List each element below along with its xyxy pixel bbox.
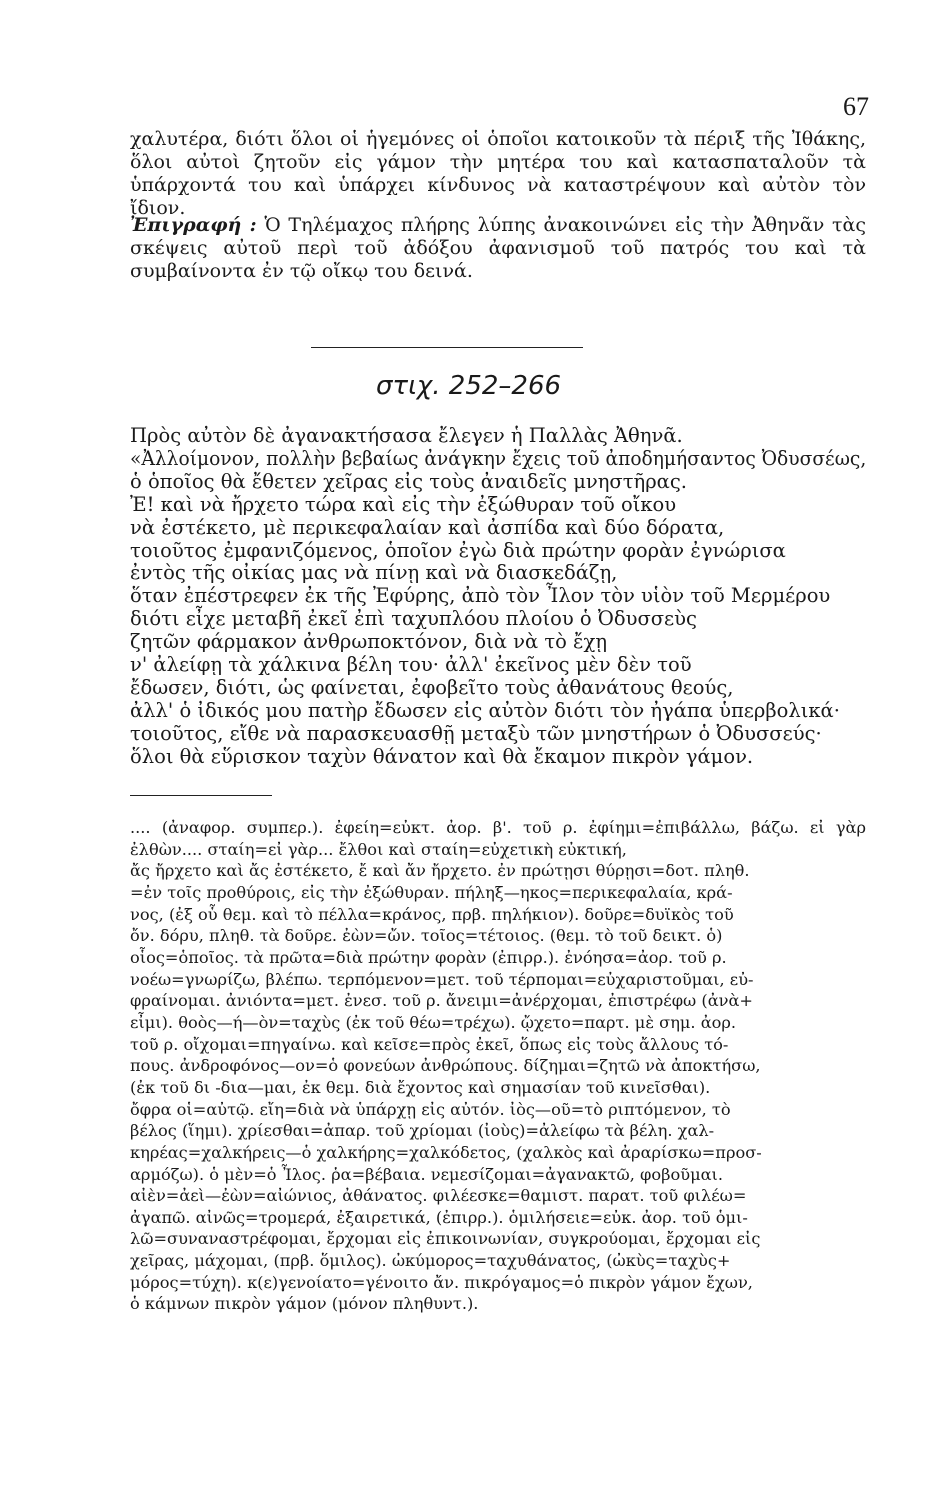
note-line: βέλος (ἵημι). χρίεσθαι=ἀπαρ. τοῦ χρίομαι (ἰοὺς)=ἀλείφω τὰ βέλη. χαλ- — [130, 1121, 715, 1141]
note-line: ὄφρα οἱ=αὐτῷ. εἴη=διὰ νὰ ὑπάρχῃ εἰς αὐτόν. ἰὸς—οῦ=τὸ ριπτόμενον, τὸ — [130, 1099, 731, 1119]
note-line: =ἐν τοῖς προθύροις, εἰς τὴν ἐξώθυραν. πήληξ—ηκος=περικεφαλαία, κρά- — [130, 882, 733, 902]
intro-paragraph: χαλυτέρα, διότι ὅλοι οἱ ἡγεμόνες οἱ ὁποῖοι κατοικοῦν τὰ πέριξ τῆς Ἰθάκης, ὅλοι αὐτοὶ ζητοῦν εἰς γάμον τὴν μητέρα του καὶ κατασπαταλοῦν τὰ ὑπάρχοντά του καὶ ὑπάρχει κίνδυνος νὰ καταστρέψουν καὶ αὐτὸν τὸν ἴδιον. — [130, 128, 866, 219]
epigraph-text: Ὁ Τηλέμαχος πλήρης λύπης ἀνακοινώνει εἰς τὴν Ἀθηνᾶν τὰς σκέψεις αὐτοῦ περὶ τοῦ ἀδόξου ἀφανισμοῦ τοῦ πατρός του καὶ τὰ συμβαίνοντα ἐν τῷ οἴκῳ του δεινά. — [130, 214, 866, 282]
note-line: πους. ἀνδροφόνος—ον=ὁ φονεύων ἀνθρώπους. δίζημαι=ζητῶ νὰ ἀποκτήσω, — [130, 1056, 761, 1076]
verse-line: ὅλοι θὰ εὕρισκον ταχὺν θάνατον καὶ θὰ ἔκαμον πικρὸν γάμον. — [130, 744, 754, 768]
verse-line: ν' ἀλείφῃ τὰ χάλκινα βέλη του· ἀλλ' ἐκεῖνος μὲν δὲν τοῦ — [130, 653, 692, 677]
note-line: μόρος=τύχη). κ(ε)γενοίατο=γένοιτο ἄν. πικρόγαμος=ὁ πικρὸν γάμον ἔχων, — [130, 1272, 753, 1292]
section-heading: στιχ. 252–266 — [375, 371, 562, 401]
note-line: (ἐκ τοῦ δι -δια—μαι, ἐκ θεμ. διὰ ἔχοντος καὶ σημασίαν τοῦ κινεῖσθαι). — [130, 1077, 711, 1097]
notes-divider — [130, 795, 272, 796]
note-line: κηρέας=χαλκήρεις—ὁ χαλκήρης=χαλκόδετος, (χαλκὸς καὶ ἀραρίσκω=προσ- — [130, 1142, 762, 1162]
verse-line: ἐντὸς τῆς οἰκίας μας νὰ πίνῃ καὶ νὰ διασκεδάζῃ, — [130, 561, 618, 585]
verse-line: ἀλλ' ὁ ἰδικός μου πατὴρ ἔδωσεν εἰς αὐτὸν διότι τὸν ἠγάπα ὑπερβολικά· — [130, 698, 840, 722]
note-line: λῶ=συναναστρέφομαι, ἔρχομαι εἰς ἐπικοινωνίαν, συγκρούομαι, ἔρχομαι εἰς — [130, 1229, 761, 1249]
note-line: ἀγαπῶ. αἰνῶς=τρομερά, ἐξαιρετικά, (ἐπιρρ.). ὁμιλήσειε=εὐκ. ἀορ. τοῦ ὁμι- — [130, 1207, 748, 1227]
verse-line: ὁ ὁποῖος θὰ ἔθετεν χεῖρας εἰς τοὺς ἀναιδεῖς μνηστῆρας. — [130, 469, 687, 493]
note-line: ὄν. δόρυ, πληθ. τὰ δοῦρε. ἐὼν=ὤν. τοῖος=τέτοιος. (θεμ. τὸ τοῦ δεικτ. ὁ) — [130, 926, 723, 946]
epigraph-paragraph — [130, 214, 866, 283]
section-divider — [311, 347, 583, 348]
verse-line: τοιοῦτος ἐμφανιζόμενος, ὁποῖον ἐγὼ διὰ πρώτην φορὰν ἐγνώρισα — [130, 538, 786, 562]
note-line: χεῖρας, μάχομαι, (πρβ. ὅμιλος). ὠκύμορος=ταχυθάνατος, (ὠκὺς=ταχὺς+ — [130, 1251, 731, 1271]
note-line: εἶμι). θοὸς—ή—ὸν=ταχὺς (ἐκ τοῦ θέω=τρέχω). ᾤχετο=παρτ. μὲ σημ. ἀορ. — [130, 1012, 737, 1032]
verse-line: νὰ ἐστέκετο, μὲ περικεφαλαίαν καὶ ἀσπίδα καὶ δύο δόρατα, — [130, 515, 725, 539]
note-line: ὁ κάμνων πικρὸν γάμον (μόνον πληθυντ.). — [130, 1294, 479, 1314]
note-line: αρμόζω). ὁ μὲν=ὁ Ἶλος. ῥα=βέβαια. νεμεσίζομαι=ἀγανακτῶ, φοβοῦμαι. — [130, 1164, 724, 1184]
verse-line: ὅταν ἐπέστρεφεν ἐκ τῆς Ἐφύρης, ἀπὸ τὸν Ἶλον τὸν υἱὸν τοῦ Μερμέρου — [130, 584, 831, 608]
verse-line: ἔδωσεν, διότι, ὡς φαίνεται, ἐφοβεῖτο τοὺς ἀθανάτους θεούς, — [130, 675, 734, 699]
note-line: .... (ἀναφορ. συμπερ.). ἐφείη=εὐκτ. ἀορ. β'. τοῦ ρ. ἐφίημι=ἐπιβάλλω, βάζω. εἰ γὰρ ἐλθὼν.... σταίη=εἰ γὰρ... ἔλθοι καὶ σταίη=εὐχετικὴ εὐκτική, — [130, 818, 866, 859]
epigraph-label: Ἐπιγραφή : — [130, 214, 257, 236]
verse-line: «Ἀλλοίμονον, πολλὴν βεβαίως ἀνάγκην ἔχεις τοῦ ἀποδημήσαντος Ὀδυσσέως, — [130, 446, 867, 470]
note-line: τοῦ ρ. οἴχομαι=πηγαίνω. καὶ κεῖσε=πρὸς ἐκεῖ, ὅπως εἰς τοὺς ἄλλους τό- — [130, 1034, 729, 1054]
note-line: αἰὲν=ἀεὶ—ἐὼν=αἰώνιος, ἀθάνατος. φιλέεσκε=θαμιστ. παρατ. τοῦ φιλέω= — [130, 1186, 747, 1206]
page-number: 67 — [843, 92, 869, 121]
verse-block — [130, 425, 866, 769]
note-line: ἄς ἤρχετο καὶ ἄς ἐστέκετο, ἔ καὶ ἄν ἤρχετο. ἐν πρώτῃσι θύρῃσι=δοτ. πληθ. — [130, 861, 750, 881]
glossary-notes — [130, 817, 866, 1315]
verse-line: τοιοῦτος, εἴθε νὰ παρασκευασθῇ μεταξὺ τῶν μνηστήρων ὁ Ὀδυσσεύς· — [130, 721, 822, 745]
note-line: οἷος=ὁποῖος. τὰ πρῶτα=διὰ πρώτην φορὰν (ἐπιρρ.). ἐνόησα=ἀορ. τοῦ ρ. — [130, 947, 727, 967]
note-line: φραίνομαι. ἀνιόντα=μετ. ἐνεσ. τοῦ ρ. ἄνειμι=ἀνέρχομαι, ἐπιστρέφω (ἀνὰ+ — [130, 991, 753, 1011]
verse-line: Ἐ! καὶ νὰ ἤρχετο τώρα καὶ εἰς τὴν ἐξώθυραν τοῦ οἴκου — [130, 492, 677, 516]
verse-line: ζητῶν φάρμακον ἀνθρωποκτόνον, διὰ νὰ τὸ ἔχῃ — [130, 630, 608, 654]
note-line: νος, (ἐξ οὗ θεμ. καὶ τὸ πέλλα=κράνος, πρβ. πηλήκιον). δοῦρε=δυϊκὸς τοῦ — [130, 904, 734, 924]
verse-line: διότι εἶχε μεταβῆ ἐκεῖ ἐπὶ ταχυπλόου πλοίου ὁ Ὀδυσσεὺς — [130, 607, 697, 631]
verse-line: Πρὸς αὐτὸν δὲ ἀγανακτήσασα ἔλεγεν ἡ Παλλὰς Ἀθηνᾶ. — [130, 424, 683, 447]
note-line: νοέω=γνωρίζω, βλέπω. τερπόμενον=μετ. τοῦ τέρπομαι=εὐχαριστοῦμαι, εὐ- — [130, 969, 754, 989]
